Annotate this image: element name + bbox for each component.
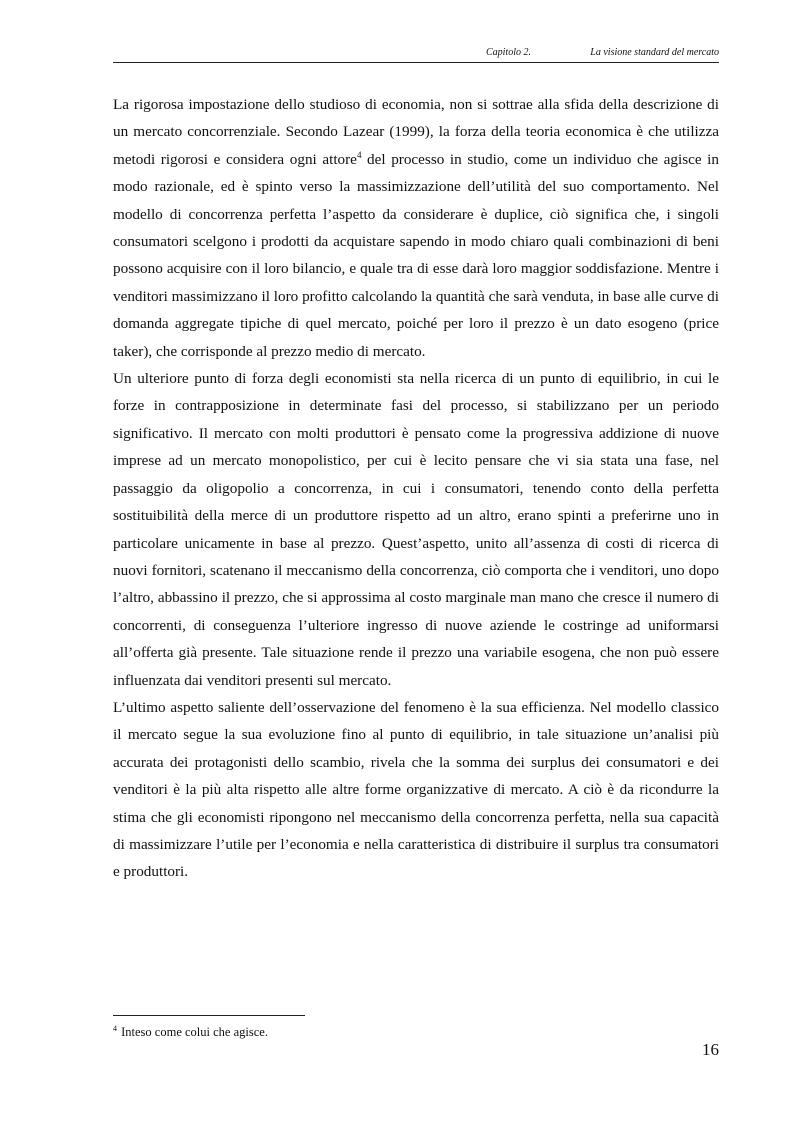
header-rule — [113, 62, 719, 63]
footnote-mark: 4 — [113, 1024, 117, 1033]
running-head-chapter: Capitolo 2. — [485, 47, 531, 58]
running-head — [113, 46, 719, 60]
footnote-reference[interactable]: 4 — [356, 149, 362, 160]
footnote-text: Inteso come colui che agisce. — [118, 1025, 268, 1039]
running-head-title: La visione standard del mercato — [590, 47, 719, 58]
page-number: 16 — [702, 1040, 719, 1059]
paragraph-1-text-start: La rigorosa impostazione dello studioso di economia, non si sottrae alla sfida della descrizione di un mercato concorrenziale. Secondo Lazear (1999), la forza della teoria economica è che utilizza metodi rigorosi e considera ogni attore — [113, 96, 719, 168]
paragraph-2: Un ulteriore punto di forza degli economisti sta nella ricerca di un punto di equilibrio, in cui le forze in contrapposizione in determinate fasi del processo, si stabilizzano per un periodo significativo. Il mercato con molti produttori è pensato come la progressiva addizione di nuove imprese ad un mercato monopolistico, per cui è lecito pensare che vi sia stata una fase, nel passaggio da oligopolio a concorrenza, in cui i consumatori, tenendo conto della perfetta sostituibilità della merce di un produttore rispetto ad un altro, erano spinti a preferirne uno in particolare unicamente in base al prezzo. Quest’aspetto, unito all’assenza di costi di ricerca di nuovi fornitori, scatenano il meccanismo della concorrenza, ciò comporta che i venditori, uno dopo l’altro, abbassino il prezzo, che si approssima al costo marginale man mano che cresce il numero di concorrenti, di conseguenza l’ulteriore ingresso di nuove aziende le costringe ad uniformarsi all’offerta già presente. Tale situazione rende il prezzo una variabile esogena, che non può essere influenzata dai venditori presenti sul mercato. — [113, 370, 719, 689]
body-text — [113, 91, 719, 886]
paragraph-3: L’ultimo aspetto saliente dell’osservazione del fenomeno è la sua efficienza. Nel modello classico il mercato segue la sua evoluzione fino al punto di equilibrio, in tale situazione un’analisi più accurata dei protagonisti dello scambio, rivela che la somma dei surplus dei consumatori e dei venditori è la più alta rispetto alle altre forme organizzative di mercato. A ciò è da ricondurre la stima che gli economisti ripongono nel meccanismo della concorrenza perfetta, nella sua capacità di massimizzare l’utile per l’economia e nella caratteristica di distribuire il surplus tra consumatori e produttori. — [113, 698, 719, 881]
footnote — [113, 1024, 719, 1040]
paragraph-1-text-end: del processo in studio, come un individuo che agisce in modo razionale, ed è spinto verso la massimizzazione dell’utilità del suo comportamento. Nel modello di concorrenza perfetta l’aspetto da considerare è duplice, ciò significa che, i singoli consumatori scelgono i prodotti da acquistare sapendo in modo chiaro quali combinazioni di beni possono acquisire con il loro bilancio, e quale tra di esse darà loro maggior soddisfazione. Mentre i venditori massimizzano il loro profitto calcolando la quantità che sarà venduta, in base alle curve di domanda aggregate tipiche di quel mercato, poiché per loro il prezzo è un dato esogeno (price taker), che corrisponde al prezzo medio di mercato. — [113, 150, 719, 360]
footnote-rule — [113, 1015, 305, 1016]
paragraph-1 — [113, 91, 719, 365]
